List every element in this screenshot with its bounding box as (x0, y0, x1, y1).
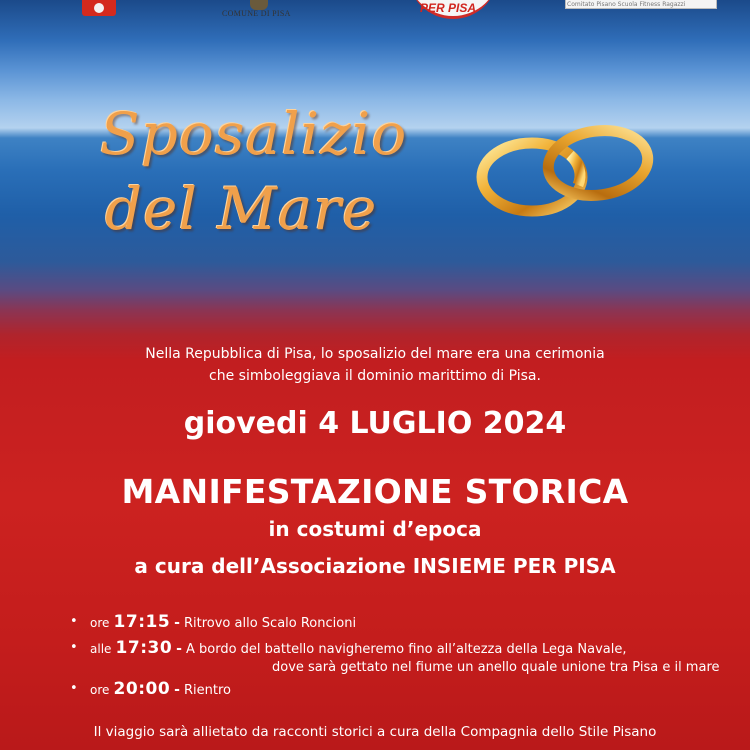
ring-right (544, 124, 652, 201)
dash-separator: - (174, 615, 180, 631)
program-item-text: Ritrovo allo Scalo Roncioni (183, 616, 357, 631)
bullet-icon: • (70, 640, 78, 655)
program-item-time: 20:00 (113, 679, 171, 699)
event-subtitle-costumes: in costumi d’epoca (268, 517, 482, 541)
program-item (66, 636, 736, 677)
sponsor-logo-bar (0, 0, 750, 22)
event-headline: MANIFESTAZIONE STORICA (121, 472, 629, 511)
bullet-icon: • (70, 614, 78, 629)
program-item (66, 610, 736, 636)
wedding-rings-icon (470, 115, 670, 225)
footer-note: Il viaggio sarà allietato da racconti storici a cura della Compagnia dello Stile Pisano (93, 724, 657, 740)
intro-text (0, 343, 750, 387)
poster-title-line1: Sposalizio (100, 100, 408, 168)
bullet-icon: • (70, 681, 78, 696)
association-logo (408, 0, 498, 20)
event-subtitle-organizer: a cura dell’Associazione INSIEME PER PISA (134, 554, 616, 578)
program-item-prefix: ore (90, 683, 110, 697)
regione-toscana-logo (82, 0, 116, 16)
program-item-prefix: ore (90, 616, 110, 630)
ring-left (482, 143, 582, 211)
event-date: giovedi 4 LUGLIO 2024 (183, 406, 567, 441)
intro-line-2: che simboleggiava il dominio marittimo di Pisa. (209, 368, 541, 384)
program-item-prefix: alle (90, 642, 112, 656)
dash-separator: - (174, 682, 180, 698)
poster-title-line2: del Mare (105, 175, 378, 243)
association-logo-text: PER PISA (420, 1, 477, 15)
dash-separator: - (176, 641, 182, 657)
program-item-continuation: dove sarà gettato nel fiume un anello quale unione tra Pisa e il mare (272, 660, 720, 675)
comune-label: COMUNE DI PISA (222, 9, 291, 18)
event-program-list (66, 610, 736, 703)
program-item-time: 17:15 (113, 612, 171, 632)
ring-left-overlap (570, 155, 580, 185)
intro-line-1: Nella Repubblica di Pisa, lo sposalizio del mare era una cerimonia (145, 346, 605, 362)
program-item (66, 677, 736, 703)
sponsor-logo-text: Comitato Pisano Scuola Fitness Ragazzi (567, 1, 686, 8)
program-item-text: Rientro (183, 683, 231, 698)
program-item-time: 17:30 (115, 638, 173, 658)
program-item-text: A bordo del battello navigheremo fino all’altezza della Lega Navale, (185, 642, 627, 657)
